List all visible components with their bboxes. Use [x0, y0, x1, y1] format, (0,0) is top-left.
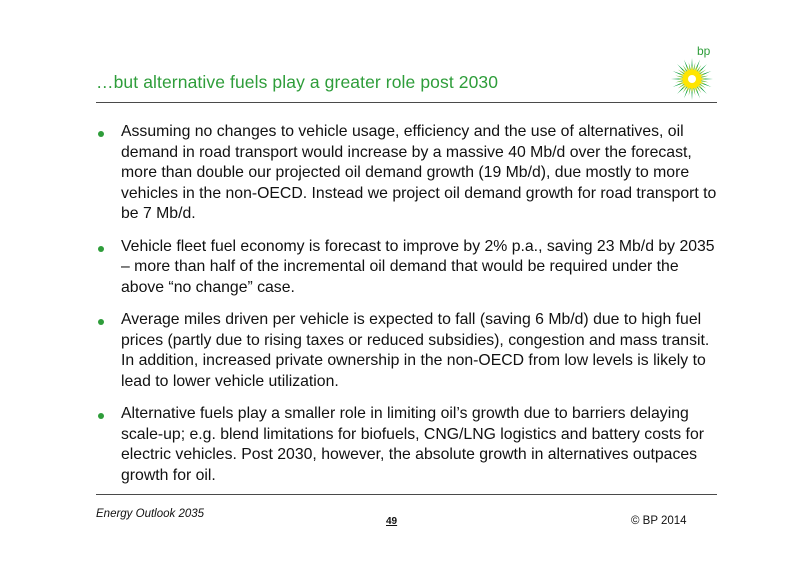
bp-logo-text: bp: [697, 44, 711, 58]
bullet-item: [96, 310, 726, 392]
bullet-item: [96, 237, 726, 299]
footer-divider: [96, 494, 717, 495]
copyright-notice: © BP 2014: [631, 515, 687, 527]
bullet-dot-icon: [98, 319, 104, 325]
bullet-text: Vehicle fleet fuel economy is forecast to improve by 2% p.a., saving 23 Mb/d by 2035 – more than half of the incremental oil demand that would be required under the above “no change” case.: [121, 237, 715, 296]
helios-center-white: [688, 75, 696, 83]
bullet-list: [96, 122, 726, 498]
page-number: 49: [386, 516, 398, 527]
bullet-text: Assuming no changes to vehicle usage, efficiency and the use of alternatives, oil demand in road transport would increase by a massive 40 Mb/d over the forecast, more than double our projected oil demand growth (19 Mb/d), due mostly to more vehicles in the non-OECD. Instead we project oil demand growth for road transport to be 7 Mb/d.: [121, 123, 717, 222]
bullet-text: Average miles driven per vehicle is expected to fall (saving 6 Mb/d) due to high fuel prices (partly due to rising taxes or reduced subsidies), congestion and mass transit. In addition, increased private ownership in the non-OECD from low levels is likely to lead to lower vehicle utilization.: [121, 311, 710, 390]
bp-helios-logo-icon: [661, 42, 721, 102]
bullet-item: [96, 122, 726, 225]
bp-logo: [661, 42, 721, 102]
bullet-dot-icon: [98, 131, 104, 137]
bullet-text: Alternative fuels play a smaller role in limiting oil’s growth due to barriers delaying scale-up; e.g. blend limitations for biofuels, CNG/LNG logistics and battery costs for electric vehicles. Post 2030, however, the absolute growth in alternatives outpaces growth for oil.: [121, 405, 704, 484]
bullet-item: [96, 404, 726, 486]
footer-publication-name: Energy Outlook 2035: [96, 508, 205, 520]
bullet-dot-icon: [98, 246, 104, 252]
title-divider: [96, 102, 717, 103]
slide-title: …but alternative fuels play a greater role post 2030: [96, 72, 499, 92]
bullet-dot-icon: [98, 413, 104, 419]
